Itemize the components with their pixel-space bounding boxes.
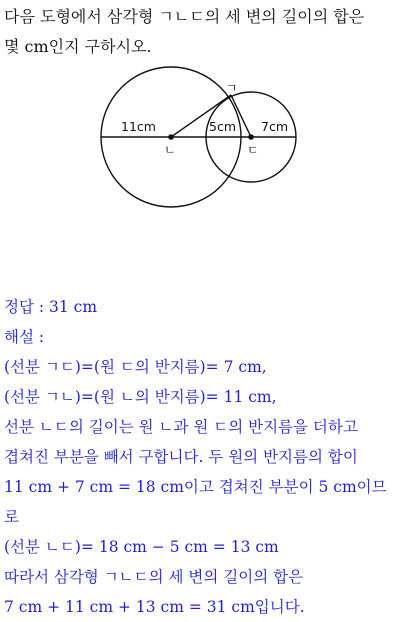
center-n-dot [168, 134, 174, 140]
answer-line-11: 7 cm + 11 cm + 13 cm = 31 cm입니다. [4, 598, 305, 616]
answer-line-4: (선분 ㄱㄴ)=(원 ㄴ의 반지름)= 11 cm, [4, 388, 277, 406]
answer-line-7: 11 cm + 7 cm = 18 cm이고 겹쳐진 부분이 5 cm이므 [4, 478, 387, 496]
center-d-dot [248, 134, 254, 140]
question-line-2: 몇 cm인지 구하시오. [4, 37, 152, 56]
answer-line-3: (선분 ㄱㄷ)=(원 ㄷ의 반지름)= 7 cm, [4, 358, 267, 376]
point-d-label: ㄷ [247, 143, 259, 157]
answer-line-10: 따라서 삼각형 ㄱㄴㄷ의 세 변의 길이의 합은 [4, 568, 304, 586]
answer-line-6: 겹쳐진 부분을 빼서 구합니다. 두 원의 반지름의 합이 [4, 448, 358, 466]
question-line-1: 다음 도형에서 삼각형 ㄱㄴㄷ의 세 변의 길이의 합은 [4, 7, 365, 26]
answer-line-5: 선분 ㄴㄷ의 길이는 원 ㄴ과 원 ㄷ의 반지름을 더하고 [4, 418, 358, 436]
answer-block [4, 292, 398, 622]
point-n-label: ㄴ [164, 143, 176, 157]
answer-line-9: (선분 ㄴㄷ)= 18 cm − 5 cm = 13 cm [4, 538, 279, 556]
label-7cm: 7cm [261, 119, 289, 134]
label-5cm: 5cm [209, 119, 237, 134]
label-11cm: 11cm [121, 119, 156, 134]
answer-line-1: 정답 : 31 cm [4, 298, 98, 316]
answer-line-2: 해설 : [4, 328, 45, 346]
point-g-label: ㄱ [226, 81, 238, 95]
answer-line-8: 로 [4, 508, 19, 526]
